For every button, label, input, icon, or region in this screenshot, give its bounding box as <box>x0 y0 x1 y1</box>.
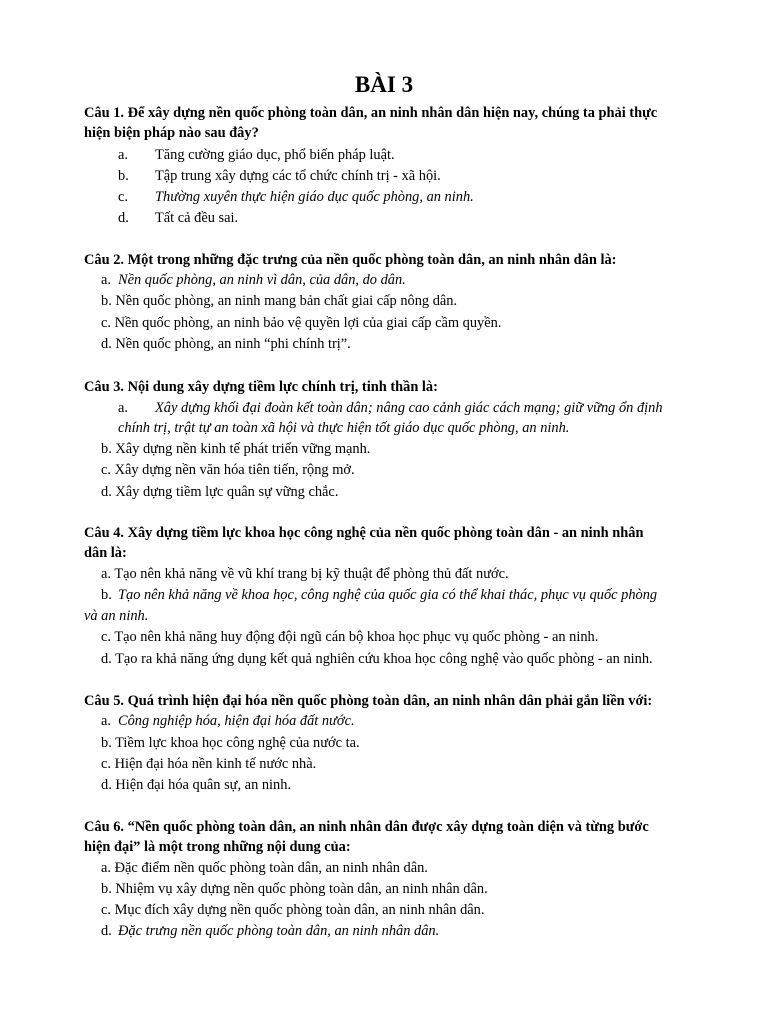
q3-option-a-line-1: Xây dựng khối đại đoàn kết toàn dân; nâng cao cảnh giác cách mạng; giữ vững ổn định <box>155 400 663 416</box>
q3-option-b: b. Xây dựng nền kinh tế phát triển vững mạnh. <box>101 441 371 457</box>
question-5: Câu 5. Quá trình hiện đại hóa nền quốc phòng toàn dân, an ninh nhân dân phải gắn liền với: <box>84 693 653 709</box>
question-4-line-2: dân là: <box>84 545 127 561</box>
page-title: BÀI 3 <box>354 72 414 97</box>
q6-option-a: a. Đặc điểm nền quốc phòng toàn dân, an ninh nhân dân. <box>101 860 428 876</box>
q5-option-d: d. Hiện đại hóa quân sự, an ninh. <box>101 777 292 793</box>
q1-option-b: Tập trung xây dựng các tổ chức chính trị - xã hội. <box>155 168 441 184</box>
q1-option-d-label: d. <box>118 210 129 226</box>
q2-option-b: b. Nền quốc phòng, an ninh mang bản chất giai cấp nông dân. <box>101 293 458 309</box>
q1-option-b-label: b. <box>118 168 129 184</box>
q2-option-a-label: a. <box>101 272 111 288</box>
q6-option-b: b. Nhiệm vụ xây dựng nền quốc phòng toàn dân, an ninh nhân dân. <box>101 881 488 897</box>
q1-option-c: Thường xuyên thực hiện giáo dục quốc phòng, an ninh. <box>155 189 474 205</box>
q1-option-a-label: a. <box>118 147 128 163</box>
q5-option-a: Công nghiệp hóa, hiện đại hóa đất nước. <box>118 713 355 729</box>
q1-option-d: Tất cả đều sai. <box>155 210 239 226</box>
q2-option-d: d. Nền quốc phòng, an ninh “phi chính trị”. <box>101 336 351 352</box>
q1-option-a: Tăng cường giáo dục, phổ biến pháp luật. <box>155 147 395 163</box>
q3-option-c: c. Xây dựng nền văn hóa tiên tiến, rộng mở. <box>101 462 355 478</box>
question-2: Câu 2. Một trong những đặc trưng của nền quốc phòng toàn dân, an ninh nhân dân là: <box>84 252 617 268</box>
q6-option-d-label: d. <box>101 923 112 939</box>
q3-option-a-line-2: chính trị, trật tự an toàn xã hội và thực hiện tốt giáo dục quốc phòng, an ninh. <box>118 420 570 436</box>
q2-option-a: Nền quốc phòng, an ninh vì dân, của dân, do dân. <box>118 272 406 288</box>
q5-option-a-label: a. <box>101 713 111 729</box>
q4-option-c: c. Tạo nên khả năng huy động đội ngũ cán bộ khoa học phục vụ quốc phòng - an ninh. <box>101 629 599 645</box>
q6-option-c: c. Mục đích xây dựng nền quốc phòng toàn dân, an ninh nhân dân. <box>101 902 485 918</box>
question-6-line-2: hiện đại” là một trong những nội dung của: <box>84 839 351 855</box>
q5-option-c: c. Hiện đại hóa nền kinh tế nước nhà. <box>101 756 317 772</box>
q4-option-d: d. Tạo ra khả năng ứng dụng kết quả nghiên cứu khoa học công nghệ vào quốc phòng - an ninh. <box>101 651 653 667</box>
q2-option-c: c. Nền quốc phòng, an ninh bảo vệ quyền lợi của giai cấp cầm quyền. <box>101 315 502 331</box>
q4-option-b-label: b. <box>101 587 112 603</box>
q4-option-b-line-1: Tạo nên khả năng về khoa học, công nghệ của quốc gia có thể khai thác, phục vụ quốc phòng <box>118 587 658 603</box>
q1-option-c-label: c. <box>118 189 128 205</box>
question-3: Câu 3. Nội dung xây dựng tiềm lực chính trị, tinh thần là: <box>84 379 438 395</box>
q4-option-a: a. Tạo nên khả năng về vũ khí trang bị kỹ thuật để phòng thủ đất nước. <box>101 566 509 582</box>
q6-option-d: Đặc trưng nền quốc phòng toàn dân, an ninh nhân dân. <box>118 923 440 939</box>
question-4-line-1: Câu 4. Xây dựng tiềm lực khoa học công nghệ của nền quốc phòng toàn dân - an ninh nhân <box>84 525 644 541</box>
q4-option-b-line-2: và an ninh. <box>84 608 149 624</box>
q3-option-a-label: a. <box>118 400 128 416</box>
q5-option-b: b. Tiềm lực khoa học công nghệ của nước ta. <box>101 735 360 751</box>
question-6-line-1: Câu 6. “Nền quốc phòng toàn dân, an ninh nhân dân được xây dựng toàn diện và từng bước <box>84 819 649 835</box>
question-1-line-1: Câu 1. Để xây dựng nền quốc phòng toàn dân, an ninh nhân dân hiện nay, chúng ta phải thực <box>84 105 658 121</box>
q3-option-d: d. Xây dựng tiềm lực quân sự vững chắc. <box>101 484 339 500</box>
question-1-line-2: hiện biện pháp nào sau đây? <box>84 125 259 141</box>
